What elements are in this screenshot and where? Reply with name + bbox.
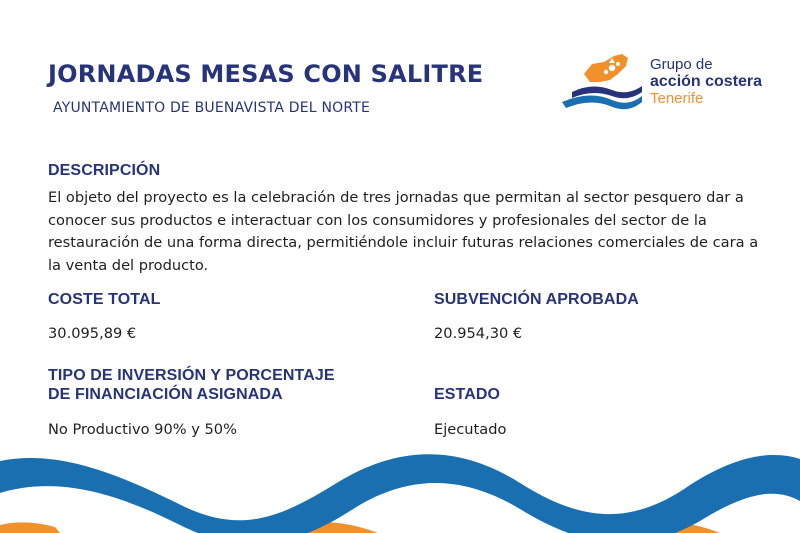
page-title: JORNADAS MESAS CON SALITRE <box>48 60 484 88</box>
investment-heading <box>48 366 335 404</box>
tenerife-island-waves-logo <box>562 52 648 112</box>
investment-heading-line-2: DE FINANCIACIÓN ASIGNADA <box>48 386 283 403</box>
logo-line-3: Tenerife <box>650 90 704 107</box>
decorative-waves <box>0 445 800 533</box>
subsidy-heading: SUBVENCIÓN APROBADA <box>434 291 639 308</box>
investment-heading-line-1: TIPO DE INVERSIÓN Y PORCENTAJE <box>48 367 335 384</box>
cost-heading: COSTE TOTAL <box>48 291 161 308</box>
logo <box>562 52 782 122</box>
status-value: Ejecutado <box>434 421 507 438</box>
description-text: El objeto del proyecto es la celebración de tres jornadas que permitan al sector pesquero dar a conocer sus productos e interactuar con los consumidores y profesionales del sector de la restauración de una forma directa, permitiéndole incluir futuras relaciones comerciales de cara a la venta del producto. <box>48 189 759 274</box>
page-subtitle: AYUNTAMIENTO DE BUENAVISTA DEL NORTE <box>53 100 371 116</box>
cost-value: 30.095,89 € <box>48 325 137 342</box>
description-heading: DESCRIPCIÓN <box>48 162 161 179</box>
logo-line-1: Grupo de <box>650 56 713 73</box>
logo-line-2: acción costera <box>650 73 763 90</box>
status-heading: ESTADO <box>434 386 501 403</box>
investment-value: No Productivo 90% y 50% <box>48 421 237 438</box>
subsidy-value: 20.954,30 € <box>434 325 523 342</box>
